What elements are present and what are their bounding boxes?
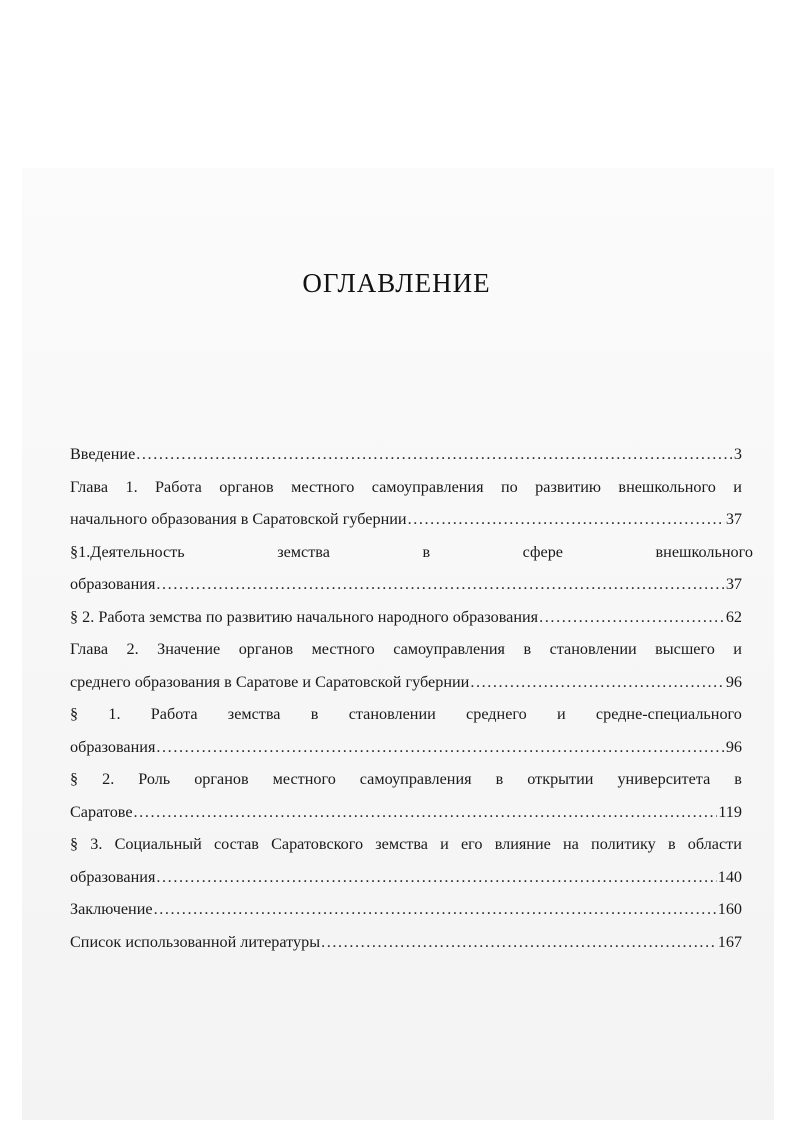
toc-entry-chapter-1-line-1[interactable] (70, 471, 742, 504)
toc-leader-dots (470, 666, 725, 699)
toc-word: среднего (466, 705, 527, 723)
toc-page-number: 140 (717, 867, 742, 886)
toc-word: внешкольного (618, 477, 716, 496)
toc-word: открытии (527, 770, 594, 788)
toc-word: земства (375, 835, 428, 853)
toc-word: 1. (108, 705, 121, 723)
toc-word: и (556, 705, 566, 723)
toc-word: §1.Деятельность (70, 542, 185, 561)
toc-entry-section-1-1-line-1[interactable] (70, 536, 753, 569)
toc-page-number: 96 (725, 672, 742, 691)
toc-entry-section-2-1-line-2[interactable] (70, 731, 742, 764)
toc-leader-dots (321, 926, 717, 959)
toc-entry-section-2-1-line-1[interactable] (70, 698, 742, 731)
toc-page-number: 160 (717, 900, 742, 918)
toc-leader-dots (156, 861, 716, 894)
toc-word: органов (219, 477, 274, 496)
toc-word: высшего (655, 640, 715, 658)
toc-page-number: 62 (725, 607, 742, 626)
toc-word: становлении (348, 705, 436, 723)
toc-entry-label: начального образования в Саратовской губернии (70, 510, 407, 528)
toc-entry-section-2-3-line-2[interactable] (70, 861, 742, 894)
toc-word: 1. (125, 477, 138, 496)
toc-word: местного (291, 477, 355, 496)
toc-word: 2. (102, 770, 115, 788)
toc-word: Социальный (114, 835, 202, 853)
toc-word: § (70, 835, 79, 853)
toc-word: местного (272, 770, 336, 788)
toc-word: Значение (157, 640, 221, 658)
toc-entry-literature[interactable] (70, 926, 742, 959)
toc-leader-dots (408, 503, 725, 536)
toc-entry-label: Список использованной литературы (70, 932, 321, 951)
toc-word: состав (213, 835, 259, 853)
toc-entry-label: Введение (70, 445, 136, 463)
toc-word: местного (311, 640, 375, 658)
toc-word: органов (194, 770, 249, 788)
toc-leader-dots (134, 796, 718, 829)
toc-word: Глава (70, 477, 109, 496)
toc-word: и (440, 835, 449, 853)
toc-entry-label: Саратове (70, 802, 133, 821)
toc-word: Работа (155, 477, 202, 496)
toc-word: земства (227, 705, 281, 723)
toc-leader-dots (136, 438, 733, 471)
toc-word: самоуправления (371, 477, 484, 496)
toc-word: в (422, 542, 431, 561)
toc-entry-label: среднего образования в Саратове и Саратовской губернии (70, 672, 470, 691)
toc-word: самоуправления (359, 770, 472, 788)
toc-word: влияние (494, 835, 551, 853)
toc-entry-introduction[interactable] (70, 438, 742, 471)
toc-word: и (733, 640, 742, 658)
toc-word: политику (591, 835, 656, 853)
toc-page-number: 167 (717, 932, 742, 951)
toc-page-number: 119 (718, 802, 742, 821)
toc-word: в (310, 705, 319, 723)
toc-word: § (70, 770, 79, 788)
toc-entry-section-2-2-line-2[interactable] (70, 796, 742, 829)
toc-word: по (500, 477, 518, 496)
toc-word: средне-специального (595, 705, 742, 723)
page-title: ОГЛАВЛЕНИЕ (302, 268, 491, 298)
toc-word: университета (617, 770, 711, 788)
toc-entry-label: § 2. Работа земства по развитию начального народного образования (70, 607, 539, 626)
toc-entry-label: образования (70, 737, 156, 756)
toc-entry-chapter-1-line-2[interactable] (70, 503, 742, 536)
toc-word: Глава (70, 640, 109, 658)
toc-word: становлении (549, 640, 637, 658)
toc-leader-dots (156, 568, 724, 601)
toc-word: в (523, 640, 532, 658)
toc-word: Саратовского (271, 835, 364, 853)
table-of-contents (70, 438, 753, 958)
toc-entry-section-1-1-line-2[interactable] (70, 568, 742, 601)
toc-leader-dots (156, 731, 724, 764)
toc-word: и (733, 477, 742, 496)
toc-word: Работа (150, 705, 198, 723)
toc-entry-label: образования (70, 575, 156, 593)
toc-entry-section-2-2-line-1[interactable] (70, 763, 742, 796)
toc-word: развитию (535, 477, 601, 496)
toc-word: в (667, 835, 676, 853)
toc-page-number: 37 (725, 575, 742, 593)
toc-word: 3. (90, 835, 103, 853)
toc-entry-conclusion[interactable] (70, 893, 742, 926)
toc-leader-dots (154, 893, 717, 926)
toc-word: в (734, 770, 742, 788)
toc-entry-section-1-2[interactable] (70, 601, 742, 634)
toc-page-number: 37 (725, 510, 742, 528)
toc-word: его (461, 835, 483, 853)
toc-word: области (687, 835, 742, 853)
toc-word: сфере (522, 542, 563, 561)
toc-entry-label: образования (70, 867, 156, 886)
toc-entry-label: Заключение (70, 900, 153, 918)
toc-page-number: 3 (733, 445, 742, 463)
toc-word: самоуправления (393, 640, 505, 658)
toc-entry-chapter-2-line-2[interactable] (70, 666, 742, 699)
toc-word: на (563, 835, 579, 853)
toc-word: внешкольного (655, 542, 753, 561)
toc-leader-dots (539, 601, 725, 634)
toc-page-number: 96 (725, 737, 742, 756)
toc-word: в (495, 770, 504, 788)
toc-entry-section-2-3-line-1[interactable] (70, 828, 742, 861)
toc-word: 2. (126, 640, 139, 658)
toc-entry-chapter-2-line-1[interactable] (70, 633, 742, 666)
toc-word: земства (277, 542, 330, 561)
toc-word: § (70, 705, 79, 723)
toc-word: Роль (138, 770, 171, 788)
toc-word: органов (238, 640, 294, 658)
